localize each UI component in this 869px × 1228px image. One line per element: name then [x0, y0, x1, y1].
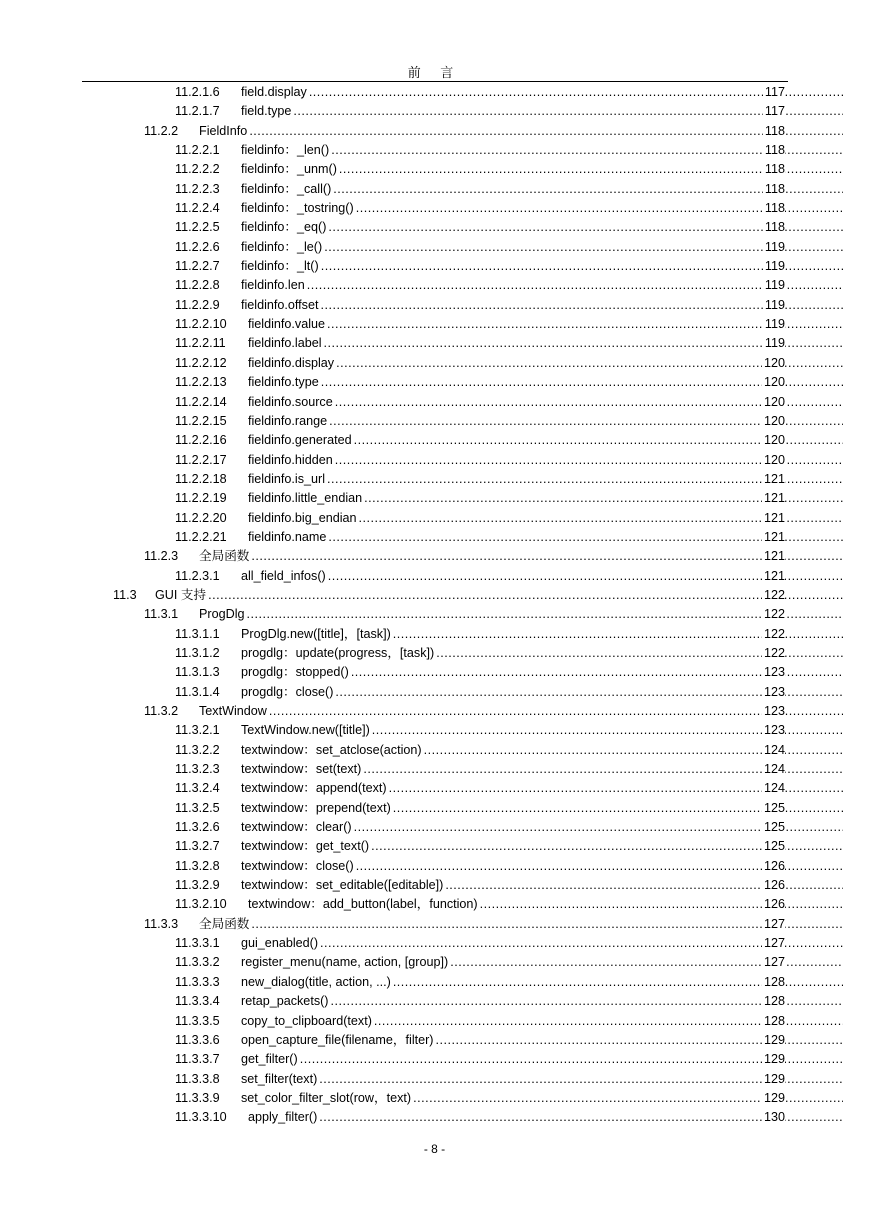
toc-entry[interactable]	[0, 857, 869, 876]
toc-dot-leader	[247, 605, 844, 624]
toc-entry-number: 11.3.3.4	[175, 994, 220, 1009]
toc-entry-page: 117	[763, 83, 785, 102]
toc-entry-page: 122	[762, 586, 785, 605]
toc-entry-title: fieldinfo.display	[248, 355, 335, 370]
toc-entry-page: 124	[762, 741, 785, 760]
toc-entry[interactable]	[0, 799, 869, 818]
toc-entry-title: fieldinfo.len	[241, 278, 305, 293]
toc-entry-page: 118	[763, 122, 785, 141]
toc-entry-title: fieldinfo.source	[248, 394, 333, 409]
toc-entry-number: 11.2.2.5	[175, 220, 220, 235]
toc-entry-number: 11.2.2.10	[175, 317, 227, 332]
toc-entry[interactable]	[0, 818, 869, 837]
toc-entry[interactable]	[0, 257, 869, 276]
toc-entry-page: 121	[762, 547, 785, 566]
toc-entry[interactable]	[0, 663, 869, 682]
toc-entry-number: 11.2.2.1	[175, 143, 220, 158]
toc-entry-number: 11.2.2.7	[175, 259, 220, 274]
toc-entry-number: 11.2.2.21	[175, 529, 227, 544]
toc-entry[interactable]	[0, 451, 869, 470]
toc-dot-leader	[293, 102, 843, 121]
toc-entry[interactable]	[0, 605, 869, 624]
toc-entry-page: 123	[762, 663, 785, 682]
toc-entry-title: fieldinfo：_unm()	[241, 162, 337, 177]
toc-entry-page: 119	[763, 315, 785, 334]
toc-entry[interactable]	[0, 412, 869, 431]
toc-entry-page: 127	[762, 953, 785, 972]
toc-entry-number: 11.3.1.4	[175, 684, 220, 699]
toc-entry[interactable]	[0, 741, 869, 760]
toc-entry-title: fieldinfo.offset	[241, 297, 319, 312]
toc-entry-page: 130	[762, 1108, 785, 1127]
toc-entry[interactable]	[0, 876, 869, 895]
toc-entry-number: 11.3.3	[144, 916, 179, 931]
toc-entry-number: 11.2.2.14	[175, 394, 227, 409]
toc-entry[interactable]	[0, 1108, 869, 1127]
toc-entry-page: 122	[762, 625, 785, 644]
toc-entry-page: 128	[762, 1012, 785, 1031]
toc-entry-number: 11.3.2	[144, 704, 179, 718]
toc-entry[interactable]	[0, 218, 869, 237]
toc-entry-title: FieldInfo	[199, 123, 248, 138]
toc-entry-number: 11.2.2.11	[175, 336, 226, 351]
toc-entry[interactable]	[0, 721, 869, 740]
toc-entry[interactable]	[0, 393, 869, 412]
toc-entry-page: 118	[763, 160, 785, 179]
toc-entry-page: 129	[762, 1070, 785, 1089]
toc-entry[interactable]	[0, 180, 869, 199]
toc-entry-number: 11.3.1.1	[175, 626, 220, 641]
toc-entry-title: fieldinfo.hidden	[248, 452, 333, 467]
toc-entry[interactable]	[0, 315, 869, 334]
toc-entry[interactable]	[0, 1050, 869, 1069]
toc-entry-page: 118	[763, 218, 785, 237]
toc-entry-page: 119	[763, 276, 785, 295]
toc-entry-title: textwindow：set(text)	[241, 762, 362, 777]
toc-entry-number: 11.2.2.16	[175, 433, 227, 448]
toc-entry-title: register_menu(name, action, [group])	[241, 955, 449, 970]
toc-entry-number: 11.2.2.6	[175, 239, 220, 254]
toc-entry[interactable]	[0, 296, 869, 315]
toc-entry-page: 118	[763, 180, 785, 199]
toc-dot-leader	[208, 586, 843, 605]
toc-entry-page: 127	[762, 934, 785, 953]
toc-entry-number: 11.3.2.10	[175, 897, 227, 912]
toc-entry-title: fieldinfo.little_endian	[248, 491, 363, 506]
toc-entry-page: 125	[762, 799, 785, 818]
toc-entry-number: 11.3.1	[144, 607, 179, 622]
toc-entry-title: TextWindow	[199, 704, 267, 718]
toc-entry-title: 全局函数	[199, 549, 250, 564]
toc-entry-number: 11.3.3.7	[175, 1052, 220, 1067]
toc-entry[interactable]	[0, 141, 869, 160]
toc-entry-page: 128	[762, 973, 785, 992]
toc-entry-page: 124	[762, 760, 785, 779]
toc-entry-page: 129	[762, 1089, 785, 1108]
toc-entry-title: fieldinfo：_eq()	[241, 220, 327, 235]
toc-entry-number: 11.3.3.9	[175, 1090, 220, 1105]
toc-dot-leader	[251, 915, 843, 934]
toc-entry[interactable]	[0, 625, 869, 644]
toc-entry-title: fieldinfo.range	[248, 413, 328, 428]
toc-entry-number: 11.2.1.7	[175, 104, 220, 119]
toc-entry[interactable]	[0, 509, 869, 528]
toc-entry-title: copy_to_clipboard(text)	[241, 1013, 372, 1028]
toc-entry[interactable]	[0, 953, 869, 972]
toc-entry[interactable]	[0, 1012, 869, 1031]
toc-entry-page: 127	[762, 915, 785, 934]
toc-entry-title: set_color_filter_slot(row，text)	[241, 1090, 412, 1105]
toc-entry-number: 11.2.2.8	[175, 278, 220, 293]
toc-entry-title: fieldinfo.is_url	[248, 471, 326, 486]
toc-entry[interactable]	[0, 567, 869, 586]
toc-entry-number: 11.2.2.3	[175, 181, 220, 196]
toc-entry-page: 119	[763, 257, 785, 276]
toc-entry-title: gui_enabled()	[241, 936, 319, 951]
toc-entry-page: 119	[763, 296, 785, 315]
toc-entry[interactable]	[0, 373, 869, 392]
toc-entry-number: 11.2.3.1	[175, 568, 220, 583]
toc-entry-page: 123	[762, 702, 785, 721]
toc-entry-title: apply_filter()	[248, 1110, 318, 1125]
toc-entry-title: progdlg：stopped()	[241, 665, 349, 680]
toc-entry[interactable]	[0, 238, 869, 257]
toc-entry[interactable]	[0, 837, 869, 856]
toc-entry[interactable]	[0, 1070, 869, 1089]
toc-entry[interactable]	[0, 644, 869, 663]
toc-entry-title: textwindow：get_text()	[241, 839, 370, 854]
toc-entry-number: 11.3.3.8	[175, 1071, 220, 1086]
toc-entry-title: 全局函数	[199, 916, 250, 931]
toc-entry-page: 126	[762, 857, 785, 876]
toc-entry-title: fieldinfo.name	[248, 529, 327, 544]
toc-entry[interactable]	[0, 992, 869, 1011]
toc-entry-title: retap_packets()	[241, 994, 329, 1009]
toc-entry-number: 11.3.1.3	[175, 665, 220, 680]
toc-entry-page: 126	[762, 876, 785, 895]
toc-entry-title: ProgDlg.new([title]，[task])	[241, 626, 391, 641]
toc-entry[interactable]	[0, 586, 869, 605]
toc-entry-page: 121	[762, 470, 785, 489]
toc-entry-number: 11.2.3	[144, 549, 179, 564]
toc-entry-title: all_field_infos()	[241, 568, 326, 583]
toc-entry[interactable]	[0, 122, 869, 141]
toc-entry-page: 125	[762, 818, 785, 837]
toc-entry-title: field.display	[241, 85, 307, 99]
toc-entry-title: set_filter(text)	[241, 1071, 318, 1086]
toc-entry-title: fieldinfo.big_endian	[248, 510, 357, 525]
toc-dot-leader	[251, 547, 843, 566]
toc-entry[interactable]	[0, 489, 869, 508]
toc-entry-title: fieldinfo：_tostring()	[241, 201, 354, 216]
toc-entry-number: 11.2.2.2	[175, 162, 220, 177]
page-number: - 8 -	[423, 1142, 446, 1156]
toc-entry-title: progdlg：close()	[241, 684, 334, 699]
toc-entry-title: textwindow：close()	[241, 858, 354, 873]
toc-entry-title: fieldinfo：_len()	[241, 143, 330, 158]
toc-entry-number: 11.3.3.2	[175, 955, 220, 970]
toc-entry-title: textwindow：append(text)	[241, 781, 387, 796]
toc-entry-number: 11.3.2.9	[175, 878, 220, 893]
toc-entry[interactable]	[0, 547, 869, 566]
toc-entry-title: textwindow：set_atclose(action)	[241, 742, 422, 757]
toc-entry-page: 120	[762, 373, 785, 392]
toc-entry-title: progdlg：update(progress，[task])	[241, 645, 435, 660]
toc-entry-title: fieldinfo：_le()	[241, 239, 323, 254]
toc-entry-title: fieldinfo：_call()	[241, 181, 332, 196]
toc-entry-page: 123	[762, 683, 785, 702]
toc-entry-number: 11.2.2	[144, 123, 179, 138]
toc-entry-page: 122	[762, 605, 785, 624]
page-header-title: 前 言	[407, 65, 462, 80]
toc-dot-leader	[480, 895, 843, 914]
toc-entry[interactable]	[0, 973, 869, 992]
toc-entry-page: 120	[762, 412, 785, 431]
toc-entry-number: 11.2.2.9	[175, 297, 220, 312]
toc-entry[interactable]	[0, 1089, 869, 1108]
toc-entry-title: textwindow：clear()	[241, 820, 352, 835]
toc-dot-leader	[249, 122, 843, 141]
toc-entry-number: 11.3.3.6	[175, 1032, 220, 1047]
toc-entry[interactable]	[0, 895, 869, 914]
toc-entry-number: 11.2.2.17	[175, 452, 227, 467]
toc-entry[interactable]	[0, 431, 869, 450]
toc-entry-title: open_capture_file(filename，filter)	[241, 1032, 434, 1047]
toc-entry-number: 11.2.2.15	[175, 413, 227, 428]
toc-entry-page: 129	[762, 1050, 785, 1069]
toc-entry-title: field.type	[241, 104, 292, 119]
toc-entry-title: GUI 支持	[155, 587, 207, 602]
toc-entry-page: 122	[762, 644, 785, 663]
toc-entry-page: 123	[762, 721, 785, 740]
toc-entry-number: 11.3.2.2	[175, 742, 220, 757]
toc-entry-title: fieldinfo：_lt()	[241, 259, 319, 274]
toc-entry-number: 11.3.3.1	[175, 936, 220, 951]
toc-dot-leader	[269, 702, 843, 721]
toc-entry-page: 118	[763, 199, 785, 218]
toc-entry[interactable]	[0, 760, 869, 779]
header-rule	[82, 81, 788, 82]
toc-entry-title: textwindow：set_editable([editable])	[241, 878, 444, 893]
toc-entry-title: textwindow：prepend(text)	[241, 800, 391, 815]
toc-entry[interactable]	[0, 276, 869, 295]
toc-entry-page: 121	[762, 509, 785, 528]
toc-entry-page: 121	[762, 567, 785, 586]
toc-entry[interactable]	[0, 528, 869, 547]
toc-entry[interactable]	[0, 934, 869, 953]
toc-entry-number: 11.2.2.4	[175, 201, 220, 216]
toc-entry-page: 121	[762, 528, 785, 547]
toc-entry[interactable]	[0, 83, 869, 102]
toc-entry-title: textwindow：add_button(label，function)	[248, 897, 478, 912]
toc-entry-page: 128	[762, 992, 785, 1011]
toc-entry-number: 11.3.2.8	[175, 858, 220, 873]
toc-entry-title: get_filter()	[241, 1052, 298, 1067]
toc-entry-number: 11.3	[113, 587, 137, 602]
toc-entry[interactable]	[0, 160, 869, 179]
toc-entry-page: 120	[762, 354, 785, 373]
toc-entry[interactable]	[0, 102, 869, 121]
toc-entry-number: 11.2.1.6	[175, 85, 220, 99]
table-of-contents	[0, 83, 869, 1128]
toc-entry-page: 126	[762, 895, 785, 914]
toc-entry[interactable]	[0, 354, 869, 373]
toc-entry-page: 118	[763, 141, 785, 160]
toc-entry[interactable]	[0, 199, 869, 218]
toc-entry-title: TextWindow.new([title])	[241, 723, 370, 738]
toc-entry[interactable]	[0, 470, 869, 489]
toc-entry-number: 11.3.2.7	[175, 839, 220, 854]
toc-entry-number: 11.2.2.12	[175, 355, 227, 370]
toc-entry-title: fieldinfo.value	[248, 317, 326, 332]
toc-entry-title: new_dialog(title, action, ...)	[241, 974, 391, 989]
toc-entry-number: 11.3.3.10	[175, 1110, 227, 1125]
toc-entry-number: 11.2.2.13	[175, 375, 227, 390]
toc-entry-title: fieldinfo.generated	[248, 433, 352, 448]
toc-entry[interactable]	[0, 1031, 869, 1050]
toc-entry-page: 117	[763, 102, 785, 121]
toc-entry-number: 11.3.2.3	[175, 762, 220, 777]
toc-entry-page: 124	[762, 779, 785, 798]
toc-entry-page: 120	[762, 431, 785, 450]
toc-entry-page: 119	[763, 334, 785, 353]
toc-entry-number: 11.3.2.6	[175, 820, 220, 835]
toc-entry-page: 129	[762, 1031, 785, 1050]
toc-entry-number: 11.2.2.19	[175, 491, 227, 506]
toc-entry[interactable]	[0, 915, 869, 934]
toc-entry-number: 11.3.2.4	[175, 781, 220, 796]
toc-entry-page: 125	[762, 837, 785, 856]
toc-entry-number: 11.3.1.2	[175, 645, 220, 660]
toc-entry-page: 119	[763, 238, 785, 257]
toc-entry-page: 121	[762, 489, 785, 508]
toc-entry[interactable]	[0, 779, 869, 798]
toc-entry-number: 11.3.2.1	[175, 723, 220, 738]
toc-entry-number: 11.2.2.18	[175, 471, 227, 486]
toc-entry-number: 11.3.3.3	[175, 974, 220, 989]
toc-entry-number: 11.3.2.5	[175, 800, 220, 815]
toc-entry-page: 120	[762, 393, 785, 412]
toc-entry[interactable]	[0, 334, 869, 353]
toc-entry[interactable]	[0, 683, 869, 702]
toc-entry-title: ProgDlg	[199, 607, 245, 622]
toc-entry-page: 120	[762, 451, 785, 470]
toc-entry[interactable]	[0, 702, 869, 721]
toc-entry-title: fieldinfo.label	[248, 336, 322, 351]
toc-entry-title: fieldinfo.type	[248, 375, 319, 390]
toc-entry-number: 11.2.2.20	[175, 510, 227, 525]
toc-entry-number: 11.3.3.5	[175, 1013, 220, 1028]
